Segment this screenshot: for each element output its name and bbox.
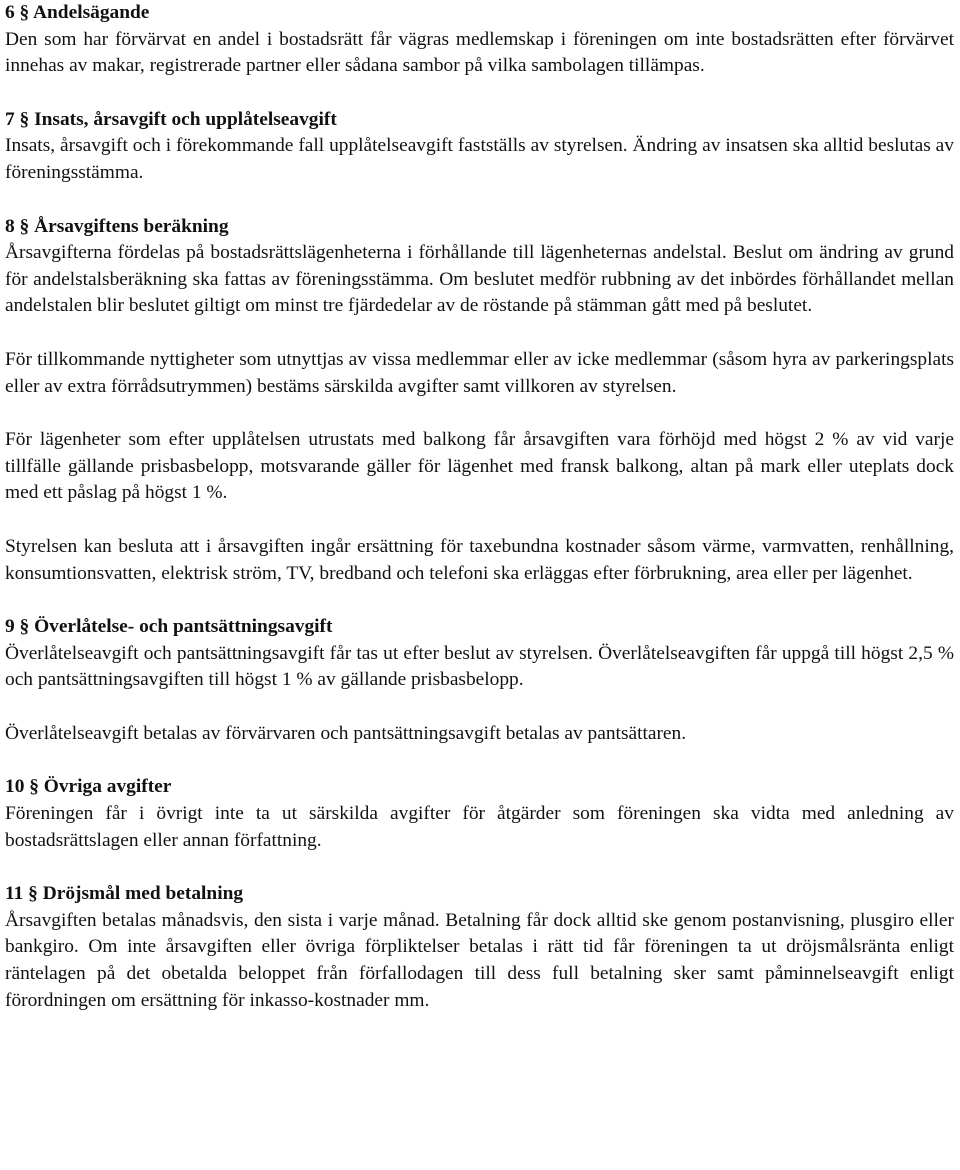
section-7 <box>5 107 954 187</box>
section-9 <box>5 614 954 747</box>
paragraph: Styrelsen kan besluta att i årsavgiften ingår ersättning för taxebundna kostnader såsom värme, varmvatten, renhållning, konsumtionsvatten, elektrisk ström, TV, bredband och telefoni ska erläggas efter förbrukning, area eller per lägenhet. <box>5 535 954 584</box>
section-heading: 8 § Årsavgiftens beräkning <box>5 215 229 237</box>
paragraph: Överlåtelseavgift betalas av förvärvaren och pantsättningsavgift betalas av pantsättaren. <box>5 722 687 744</box>
section-10 <box>5 774 954 854</box>
paragraph: Årsavgiften betalas månadsvis, den sista i varje månad. Betalning får dock alltid ske genom postanvisning, plusgiro eller bankgiro. Om inte årsavgiften eller övriga förpliktelser betalas i rätt tid får föreningen ta ut dröjsmålsränta enligt räntelagen på det obetalda beloppet från förfallodagen till dess full betalning sker samt påminnelseavgift enligt förordningen om ersättning för inkasso-kostnader mm. <box>5 909 954 1011</box>
paragraph: Överlåtelseavgift och pantsättningsavgift får tas ut efter beslut av styrelsen. Överlåtelseavgiften får uppgå till högst 2,5 % och pantsättningsavgiften till högst 1 % av gällande prisbasbelopp. <box>5 642 954 691</box>
paragraph: Årsavgifterna fördelas på bostadsrättslägenheterna i förhållande till lägenheternas andelstal. Beslut om ändring av grund för andelstalsberäkning ska fattas av föreningsstämma. Om beslutet medför rubbning av det inbördes förhållandet mellan andelstalen blir beslutet giltigt om minst tre fjärdedelar av de röstande på stämman gått med på beslutet. <box>5 242 954 317</box>
section-6 <box>5 0 954 80</box>
paragraph: För tillkommande nyttigheter som utnyttjas av vissa medlemmar eller av icke medlemmar (såsom hyra av parkeringsplats eller av extra förrådsutrymmen) bestäms särskilda avgifter samt villkoren av styrelsen. <box>5 348 954 397</box>
paragraph: Insats, årsavgift och i förekommande fall upplåtelseavgift fastställs av styrelsen. Ändring av insatsen ska alltid beslutas av föreningsstämma. <box>5 135 954 183</box>
section-heading: 9 § Överlåtelse- och pantsättningsavgift <box>5 616 333 638</box>
section-11 <box>5 881 954 1014</box>
section-heading: 10 § Övriga avgifter <box>5 776 172 798</box>
section-heading: 6 § Andelsägande <box>5 2 150 23</box>
paragraph: För lägenheter som efter upplåtelsen utrustats med balkong får årsavgiften vara förhöjd med högst 2 % av vid varje tillfälle gällande prisbasbelopp, motsvarande gäller för lägenhet med fransk balkong, altan på mark eller uteplats dock med ett påslag på högst 1 %. <box>5 429 954 504</box>
section-8 <box>5 214 954 588</box>
paragraph: Föreningen får i övrigt inte ta ut särskilda avgifter för åtgärder som föreningen ska vidta med anledning av bostadsrättslagen eller annan författning. <box>5 803 954 851</box>
paragraph: Den som har förvärvat en andel i bostadsrätt får vägras medlemskap i föreningen om inte bostadsrätten efter förvärvet innehas av makar, registrerade partner eller sådana sambor på vilka sambolagen tillämpas. <box>5 28 954 77</box>
section-heading: 11 § Dröjsmål med betalning <box>5 883 244 905</box>
section-heading: 7 § Insats, årsavgift och upplåtelseavgift <box>5 108 337 130</box>
